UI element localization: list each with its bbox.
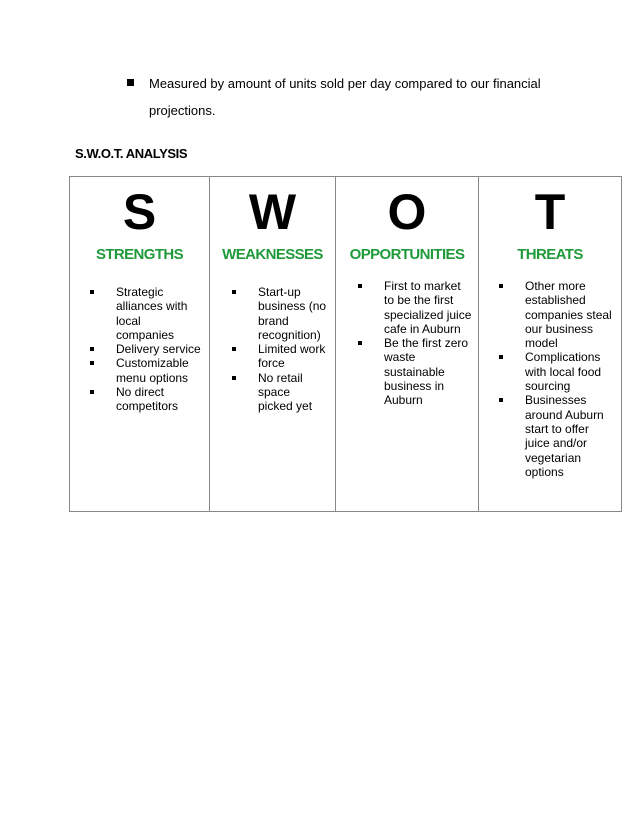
swot-cell-weaknesses — [210, 177, 336, 512]
swot-cell-threats — [479, 177, 622, 512]
swot-list — [499, 279, 615, 479]
square-bullet-icon — [127, 79, 134, 86]
list-item: Start-up business (no brand recognition) — [232, 285, 327, 342]
list-item: Complications with local food sourcing — [499, 350, 615, 393]
section-title: S.W.O.T. ANALYSIS — [75, 146, 188, 161]
bullet-text-line2: projections. — [149, 103, 216, 118]
list-item: Strategic alliances with local companies — [90, 285, 201, 342]
bullet-text-line1: Measured by amount of units sold per day compared to our financial — [149, 76, 541, 91]
list-item: No retail space picked yet — [232, 371, 327, 414]
swot-table — [69, 176, 622, 512]
swot-cell-opportunities — [336, 177, 479, 512]
swot-letter: S — [122, 184, 157, 240]
list-item: No direct competitors — [90, 385, 201, 414]
list-item: First to market to be the first specialized juice cafe in Auburn — [358, 279, 472, 336]
list-item: Be the first zero waste sustainable business in Auburn — [358, 336, 472, 407]
swot-label: OPPORTUNITIES — [349, 246, 465, 263]
top-bullet — [127, 70, 597, 124]
list-item: Limited work force — [232, 342, 327, 371]
swot-list — [90, 285, 201, 414]
list-item: Other more established companies steal our business model — [499, 279, 615, 350]
swot-list — [232, 285, 327, 414]
bullet-text — [149, 70, 597, 124]
swot-label: WEAKNESSES — [222, 246, 323, 263]
list-item: Customizable menu options — [90, 356, 201, 385]
swot-label: THREATS — [517, 246, 583, 263]
swot-letter: W — [248, 184, 297, 240]
swot-label: STRENGTHS — [95, 246, 184, 263]
swot-letter: T — [534, 184, 566, 240]
list-item: Delivery service — [90, 342, 201, 356]
swot-cell-strengths — [70, 177, 210, 512]
list-item: Businesses around Auburn start to offer juice and/or vegetarian options — [499, 393, 615, 479]
swot-list — [358, 279, 472, 408]
swot-letter: O — [387, 184, 427, 240]
